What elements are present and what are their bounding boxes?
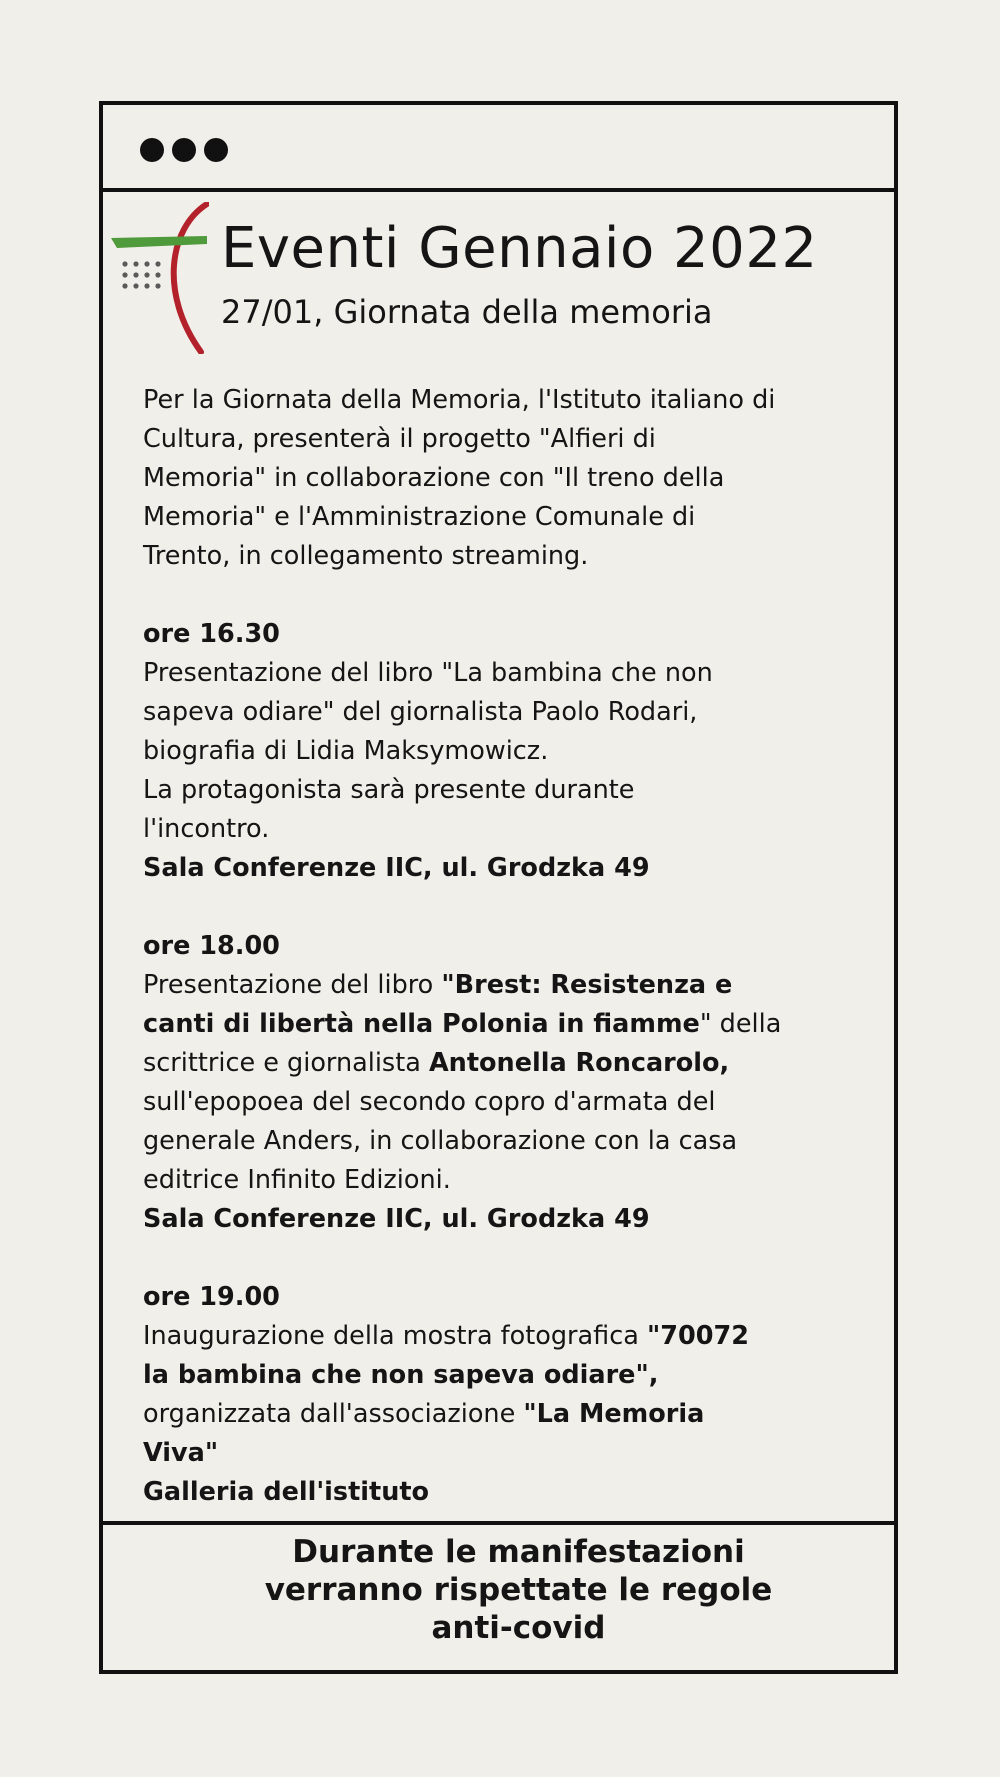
event-2-venue: Sala Conferenze IIC, ul. Grodzka 49 <box>143 1204 650 1234</box>
notice-line: verranno rispettate le regole <box>264 1572 773 1608</box>
covid-notice-text <box>153 1533 884 1647</box>
event-3-venue: Galleria dell'istituto <box>143 1477 430 1507</box>
event-2-time: ore 18.00 <box>143 931 280 961</box>
dot <box>172 138 196 162</box>
event-2-line: sull'epopoea del secondo copro d'armata del <box>143 1087 716 1117</box>
event-1-line: La protagonista sarà presente durante <box>143 775 635 805</box>
event-2-line: editrice Infinito Edizioni. <box>143 1165 451 1195</box>
event-1-line: sapeva odiare" del giornalista Paolo Rodari, <box>143 697 698 727</box>
event-3-time: ore 19.00 <box>143 1282 280 1312</box>
notice-line: Durante le manifestazioni <box>292 1534 745 1570</box>
window-top-bar <box>103 105 894 192</box>
page-subtitle: 27/01, Giornata della memoria <box>221 293 713 331</box>
event-2-line: Presentazione del libro "Brest: Resistenza e <box>143 970 733 1000</box>
dot <box>140 138 164 162</box>
event-1-line: l'incontro. <box>143 814 270 844</box>
notice-line: anti-covid <box>431 1610 606 1646</box>
covid-notice <box>103 1521 894 1670</box>
event-2-line: scrittrice e giornalista Antonella Roncarolo, <box>143 1048 730 1078</box>
intro-line: Per la Giornata della Memoria, l'Istituto italiano di <box>143 385 776 415</box>
page-title: Eventi Gennaio 2022 <box>221 216 818 281</box>
intro-line: Trento, in collegamento streaming. <box>143 541 589 571</box>
event-3-line: Inaugurazione della mostra fotografica "70072 <box>143 1321 749 1351</box>
event-3-line: organizzata dall'associazione "La Memoria <box>143 1399 705 1429</box>
intro-line: Memoria" e l'Amministrazione Comunale di <box>143 502 696 532</box>
institute-logo-icon <box>111 202 209 354</box>
event-2-line: generale Anders, in collaborazione con la casa <box>143 1126 738 1156</box>
intro-line: Memoria" in collaborazione con "Il treno della <box>143 463 725 493</box>
event-card <box>99 101 898 1674</box>
event-description <box>143 381 863 1512</box>
event-1-line: biografia di Lidia Maksymowicz. <box>143 736 549 766</box>
event-3-line: Viva" <box>143 1438 219 1468</box>
event-1-venue: Sala Conferenze IIC, ul. Grodzka 49 <box>143 853 650 883</box>
three-dots-icon <box>140 138 228 162</box>
event-1-time: ore 16.30 <box>143 619 280 649</box>
event-3-line: la bambina che non sapeva odiare", <box>143 1360 659 1390</box>
event-2-line: canti di libertà nella Polonia in fiamme" della <box>143 1009 782 1039</box>
dot <box>204 138 228 162</box>
event-1-line: Presentazione del libro "La bambina che non <box>143 658 713 688</box>
intro-line: Cultura, presenterà il progetto "Alfieri di <box>143 424 656 454</box>
